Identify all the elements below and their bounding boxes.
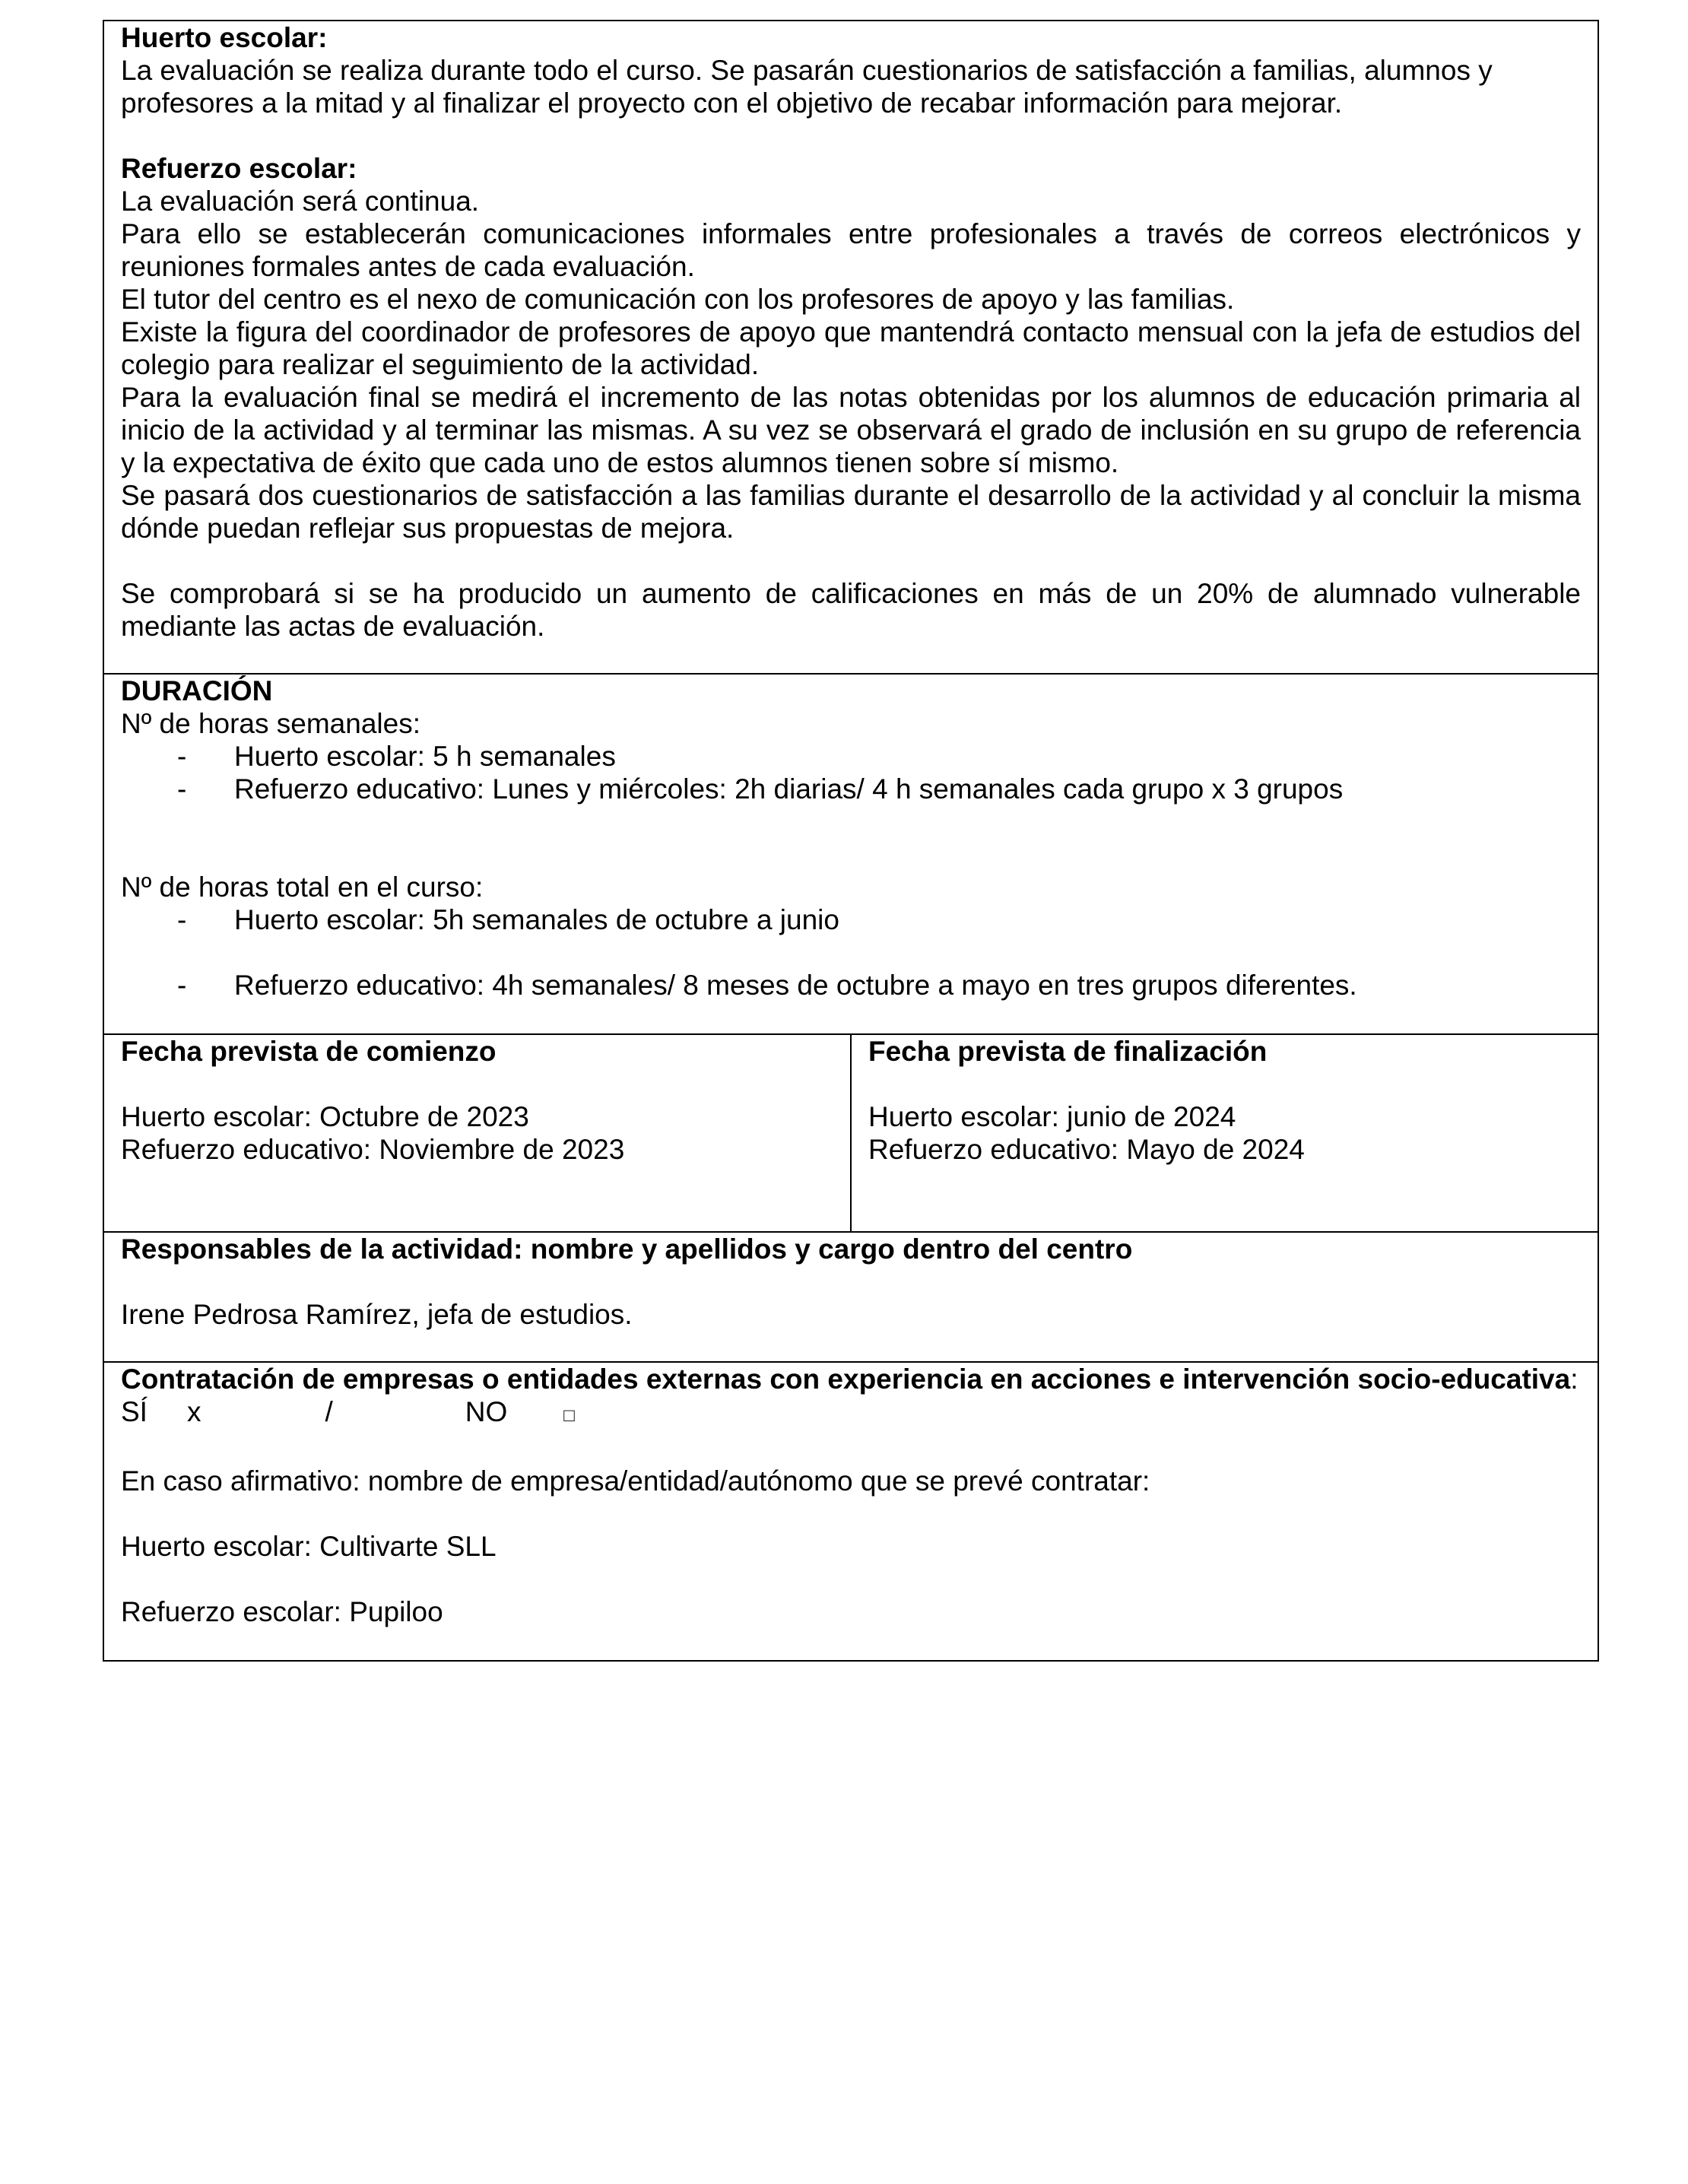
spacer — [121, 1068, 833, 1100]
total-hours-item-text: Huerto escolar: 5h semanales de octubre a junio — [234, 904, 839, 935]
responsables-row — [103, 1232, 1598, 1362]
total-hours-item — [121, 969, 1581, 1002]
contratacion-refuerzo: Refuerzo escolar: Pupiloo — [121, 1596, 443, 1627]
responsables-cell — [103, 1232, 1598, 1362]
start-date-line: Refuerzo educativo: Noviembre de 2023 — [121, 1134, 625, 1165]
spacer — [121, 544, 1581, 577]
dash-bullet: - — [177, 970, 187, 1001]
si-no-separator: / — [325, 1396, 333, 1427]
weekly-hours-label: Nº de horas semanales: — [121, 708, 420, 739]
si-label: SÍ — [121, 1396, 148, 1427]
evaluation-row — [103, 21, 1598, 674]
contratacion-question: En caso afirmativo: nombre de empresa/entidad/autónomo que se prevé contratar: — [121, 1465, 1150, 1497]
no-label: NO — [465, 1396, 508, 1427]
contratacion-colon: : — [1570, 1363, 1579, 1395]
si-mark[interactable]: x — [186, 1396, 201, 1427]
refuerzo-eval-line: El tutor del centro es el nexo de comunicación con los profesores de apoyo y las familias. — [121, 284, 1235, 315]
total-hours-item — [121, 903, 1581, 936]
contratacion-heading-line — [121, 1363, 1581, 1395]
huerto-eval-heading: Huerto escolar: — [121, 22, 328, 53]
contratacion-cell — [103, 1362, 1598, 1661]
start-date-cell — [103, 1034, 851, 1232]
refuerzo-eval-line: Para la evaluación final se medirá el incremento de las notas obtenidas por los alumnos de educación primaria al inicio de la actividad y al terminar las mismas. A su vez se observará el grado de inclusión en su grupo de referencia y la expectativa de éxito que cada uno de estos alumnos tienen sobre sí mismo. — [121, 382, 1581, 478]
total-hours-label: Nº de horas total en el curso: — [121, 871, 484, 903]
huerto-eval-text: La evaluación se realiza durante todo el curso. Se pasarán cuestionarios de satisfacción a familias, alumnos y profesores a la mitad y al finalizar el proyecto con el objetivo de recabar información para mejorar. — [121, 55, 1493, 119]
start-date-heading: Fecha prevista de comienzo — [121, 1036, 497, 1067]
refuerzo-eval-line: Se pasará dos cuestionarios de satisfacción a las familias durante el desarrollo de la actividad y al concluir la misma dónde puedan reflejar sus propuestas de mejora. — [121, 480, 1581, 544]
duration-row — [103, 674, 1598, 1034]
spacer — [121, 1432, 1581, 1465]
weekly-hours-item-text: Huerto escolar: 5 h semanales — [234, 741, 616, 772]
si-no-line — [121, 1395, 1581, 1432]
end-date-line: Huerto escolar: junio de 2024 — [868, 1101, 1236, 1132]
responsables-value: Irene Pedrosa Ramírez, jefa de estudios. — [121, 1299, 633, 1330]
duration-heading: DURACIÓN — [121, 675, 273, 706]
dash-bullet: - — [177, 741, 187, 772]
dash-bullet: - — [177, 773, 187, 805]
end-date-heading: Fecha prevista de finalización — [868, 1036, 1268, 1067]
refuerzo-eval-heading: Refuerzo escolar: — [121, 153, 357, 184]
responsables-heading: Responsables de la actividad: nombre y apellidos y cargo dentro del centro — [121, 1233, 1133, 1265]
end-date-cell — [851, 1034, 1598, 1232]
evaluation-closing-text: Se comprobará si se ha producido un aumento de calificaciones en más de un 20% de alumnado vulnerable mediante las actas de evaluación. — [121, 578, 1581, 642]
dash-bullet: - — [177, 904, 187, 935]
spacer — [868, 1068, 1581, 1100]
contratacion-heading: Contratación de empresas o entidades externas con experiencia en acciones e intervención socio-educativa — [121, 1363, 1571, 1395]
spacer — [121, 838, 1581, 871]
weekly-hours-item-text: Refuerzo educativo: Lunes y miércoles: 2h diarias/ 4 h semanales cada grupo x 3 grupos — [234, 773, 1344, 805]
spacer — [121, 805, 1581, 838]
contratacion-row — [103, 1362, 1598, 1661]
refuerzo-eval-line: Para ello se establecerán comunicaciones informales entre profesionales a través de correos electrónicos y reuniones formales antes de cada evaluación. — [121, 218, 1581, 282]
spacer — [121, 1497, 1581, 1530]
duration-cell — [103, 674, 1598, 1034]
dates-row — [103, 1034, 1598, 1232]
spacer — [121, 1563, 1581, 1595]
contratacion-huerto: Huerto escolar: Cultivarte SLL — [121, 1531, 497, 1562]
spacer — [121, 1265, 1581, 1298]
weekly-hours-item — [121, 773, 1581, 805]
spacer — [121, 119, 1581, 152]
weekly-hours-item — [121, 740, 1581, 773]
start-date-line: Huerto escolar: Octubre de 2023 — [121, 1101, 529, 1132]
spacer — [121, 936, 1581, 969]
end-date-line: Refuerzo educativo: Mayo de 2024 — [868, 1134, 1305, 1165]
refuerzo-eval-line: Existe la figura del coordinador de profesores de apoyo que mantendrá contacto mensual con la jefa de estudios del colegio para realizar el seguimiento de la actividad. — [121, 316, 1581, 380]
no-checkbox-icon[interactable]: □ — [563, 1405, 575, 1426]
refuerzo-eval-line: La evaluación será continua. — [121, 186, 480, 217]
project-form-table — [103, 20, 1599, 1662]
evaluation-cell — [103, 21, 1598, 674]
total-hours-item-text: Refuerzo educativo: 4h semanales/ 8 meses de octubre a mayo en tres grupos diferentes. — [234, 970, 1357, 1001]
